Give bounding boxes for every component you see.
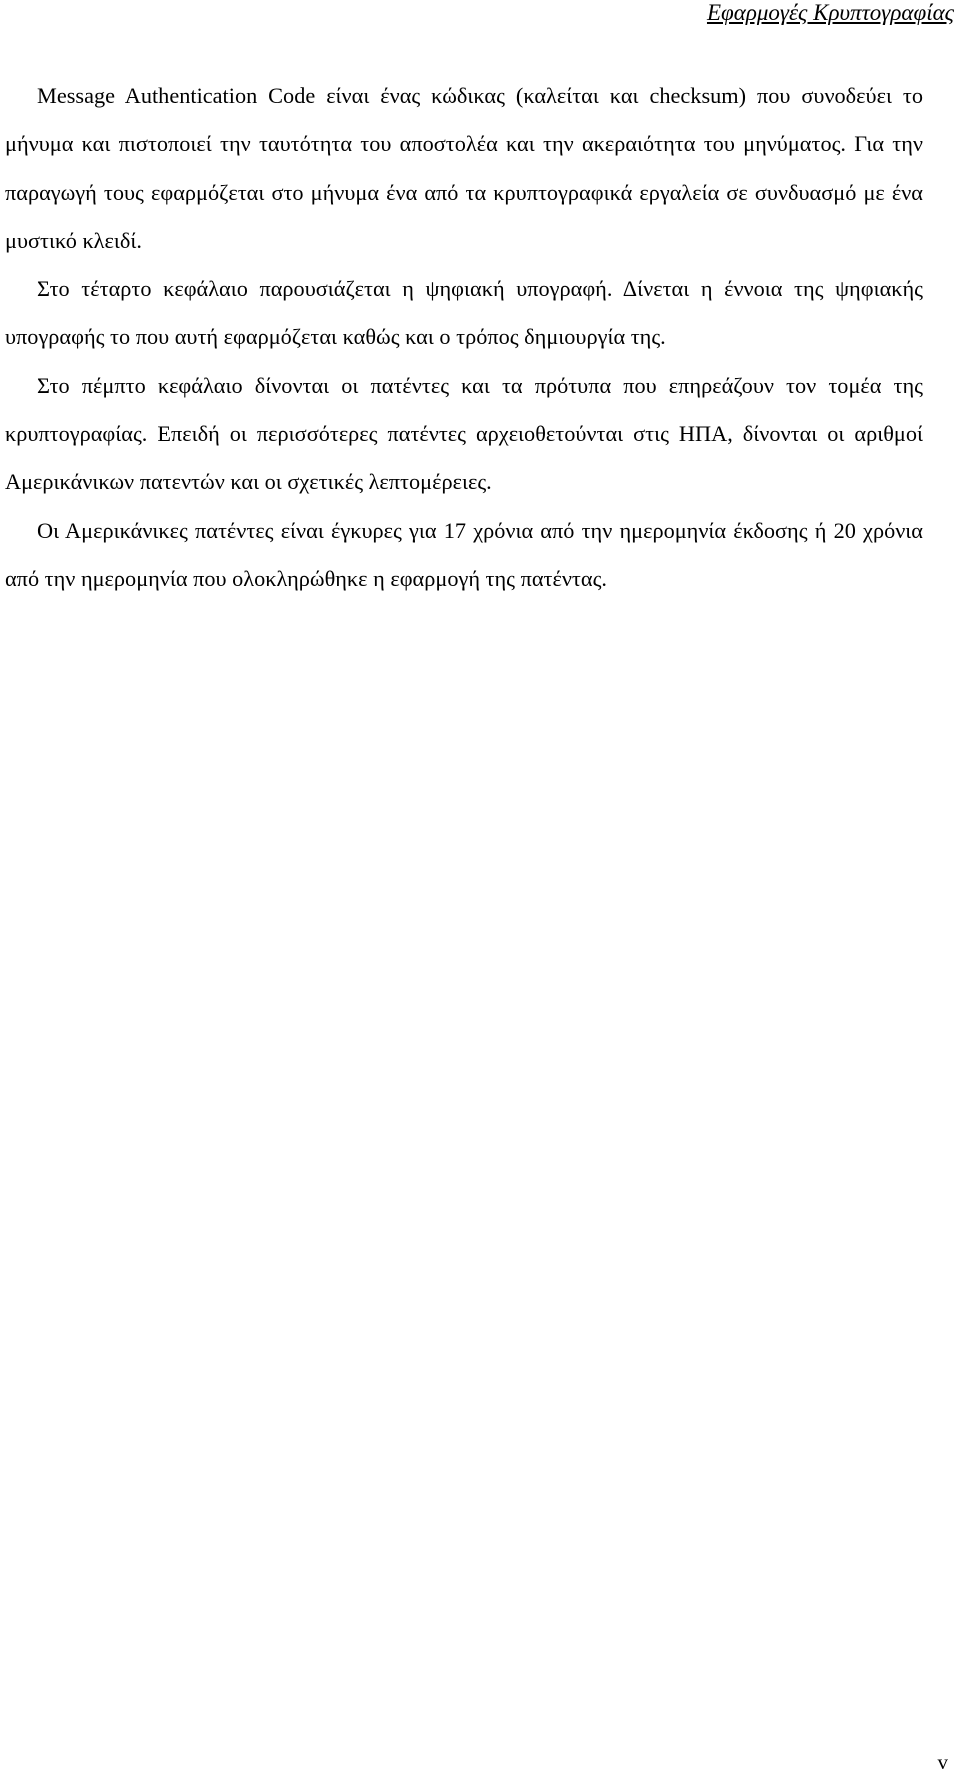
paragraph-chapter-four: Στο τέταρτο κεφάλαιο παρουσιάζεται η ψηφιακή υπογραφή. Δίνεται η έννοια της ψηφιακής υπογραφής το που αυτή εφαρμόζεται καθώς και ο τρόπος δημιουργία της.: [5, 276, 923, 350]
paragraph-chapter-five: Στο πέμπτο κεφάλαιο δίνονται οι πατέντες και τα πρότυπα που επηρεάζουν τον τομέα της κρυπτογραφίας. Επειδή οι περισσότερες πατέντες αρχειοθετούνται στις ΗΠΑ, δίνονται οι αριθμοί Αμερικάνικων πατεντών και οι σχετικές λεπτομέρειες.: [5, 372, 923, 495]
paragraph-mac: Message Authentication Code είναι ένας κώδικας (καλείται και checksum) που συνοδεύει το μήνυμα και πιστοποιεί την ταυτότητα του αποστολέα και την ακεραιότητα του μηνύματος. Για την παραγωγή τους εφαρμόζεται στο μήνυμα ένα από τα κρυπτογραφικά εργαλεία σε συνδυασμό με ένα μυστικό κλειδί.: [5, 83, 923, 253]
page-number: v: [937, 1750, 948, 1774]
body-text: [5, 72, 923, 603]
paragraph-us-patents: Οι Αμερικάνικες πατέντες είναι έγκυρες για 17 χρόνια από την ημερομηνία έκδοσης ή 20 χρόνια από την ημερομηνία που ολοκληρώθηκε η εφαρμογή της πατέντας.: [5, 517, 923, 591]
running-header-title: Εφαρμογές Κρυπτογραφίας: [706, 0, 954, 25]
